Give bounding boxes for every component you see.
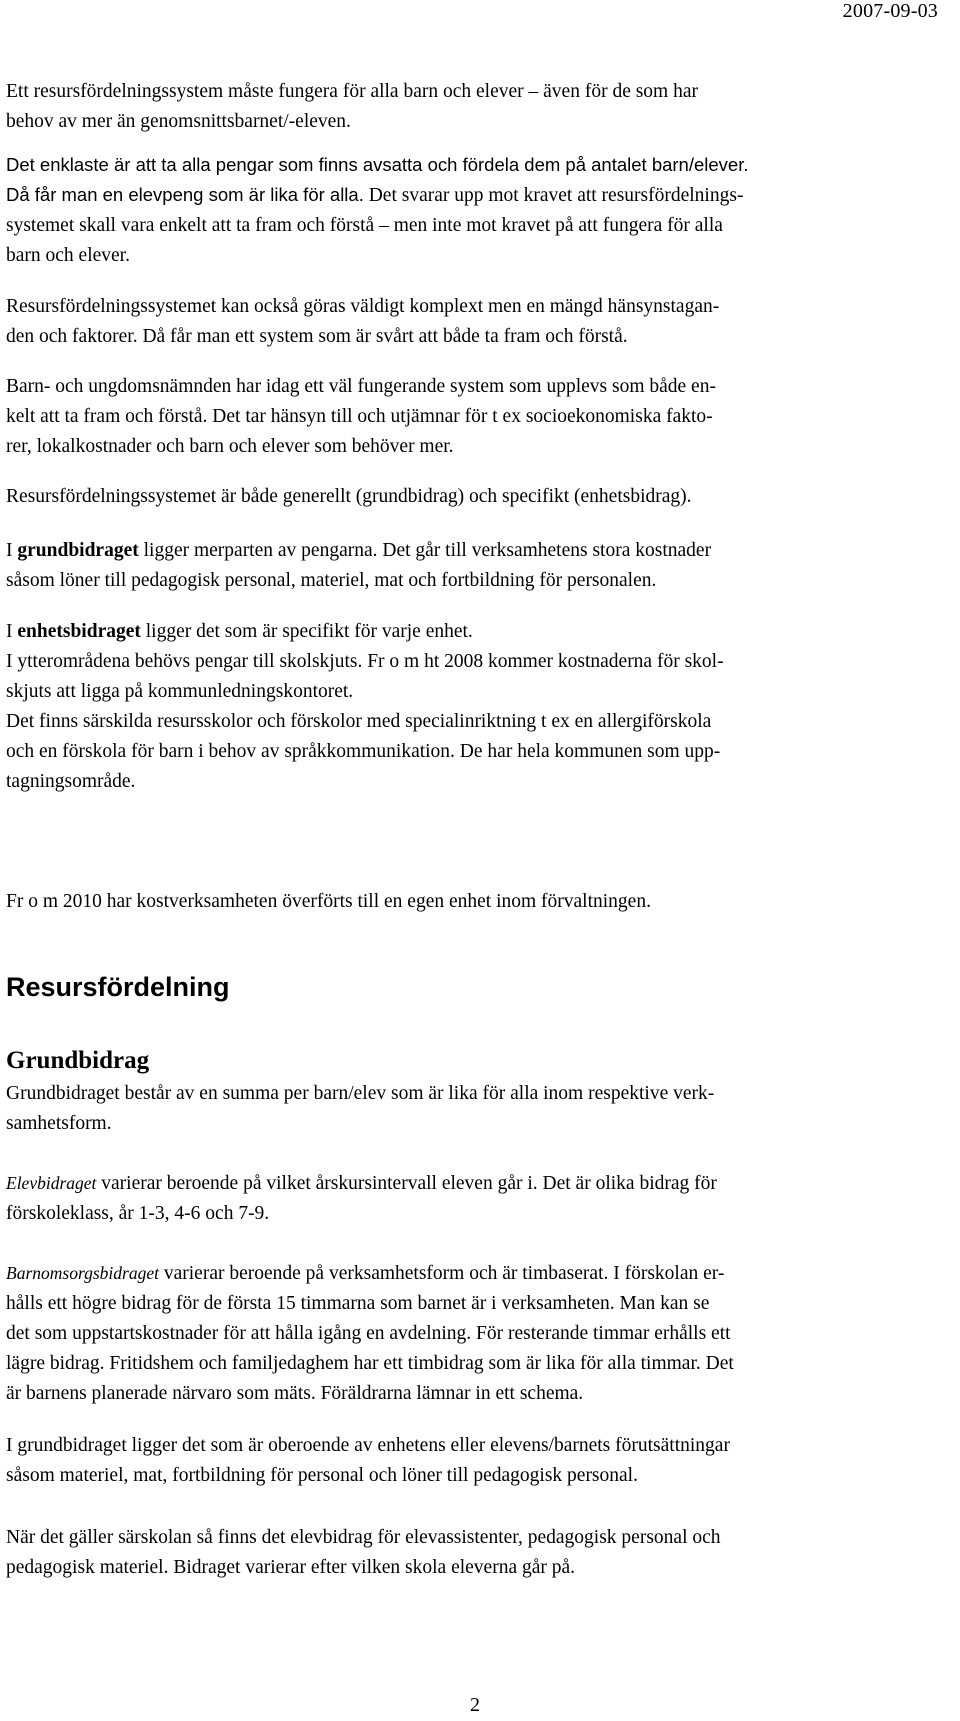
- paragraph-complex: [6, 292, 956, 352]
- text-line: behov av mer än genomsnittsbarnet/-eleven.: [6, 111, 351, 132]
- text-line: hålls ett högre bidrag för de första 15 timmarna som barnet är i verksamheten. Man kan se: [6, 1293, 710, 1314]
- text-line: Fr o m 2010 har kostverksamheten överförts till en egen enhet inom förvaltningen.: [6, 891, 651, 912]
- page-number: 2: [470, 1694, 480, 1716]
- paragraph-generellt: [6, 482, 956, 512]
- text-segment: varierar beroende på vilket årskursintervall eleven går i. Det är olika bidrag för: [96, 1173, 717, 1194]
- text-line: Resursfördelningssystemet kan också göras väldigt komplext men en mängd hänsynstagan-: [6, 296, 720, 317]
- paragraph-intro: [6, 77, 956, 137]
- text-line: Det enklaste är att ta alla pengar som finns avsatta och fördela dem på antalet barn/elever.: [6, 154, 749, 175]
- paragraph-grundbidraget: [6, 536, 956, 596]
- paragraph-oberoende: [6, 1431, 956, 1491]
- text-line: kelt att ta fram och förstå. Det tar hänsyn till och utjämnar för t ex socioekonomiska fakto-: [6, 406, 713, 427]
- text-segment: Då får man en elevpeng som är lika för alla.: [6, 184, 364, 205]
- subsection-title: Grundbidrag: [6, 1047, 150, 1074]
- text-segment: ligger merparten av pengarna. Det går till verksamhetens stora kostnader: [138, 540, 712, 561]
- text-line: I ytterområdena behövs pengar till skolskjuts. Fr o m ht 2008 kommer kostnaderna för skol-: [6, 651, 724, 672]
- text-line: skjuts att ligga på kommunledningskontoret.: [6, 681, 354, 702]
- text-line: pedagogisk materiel. Bidraget varierar efter vilken skola eleverna går på.: [6, 1557, 576, 1578]
- text-line: lägre bidrag. Fritidshem och familjedaghem har ett timbidrag som är lika för alla timmar. Det: [6, 1353, 734, 1374]
- paragraph-elevbidraget: [6, 1168, 956, 1229]
- paragraph-barnomsorgsbidraget: [6, 1258, 956, 1409]
- text-line: I grundbidraget ligger det som är oberoende av enhetens eller elevens/barnets förutsättningar: [6, 1435, 730, 1456]
- text-line: förskoleklass, år 1-3, 4-6 och 7-9.: [6, 1203, 270, 1224]
- text-segment: ligger det som är specifikt för varje enhet.: [140, 621, 473, 642]
- italic-term: Elevbidraget: [6, 1173, 97, 1193]
- text-line: det som uppstartskostnader för att hålla igång en avdelning. För resterande timmar erhålls ett: [6, 1323, 731, 1344]
- paragraph-elevpeng: [6, 150, 956, 271]
- text-line: systemet skall vara enkelt att ta fram och förstå – men inte mot kravet på att fungera för alla: [6, 215, 723, 236]
- text-line: är barnens planerade närvaro som mäts. Föräldrarna lämnar in ett schema.: [6, 1383, 584, 1404]
- section-title: Resursfördelning: [6, 972, 230, 1002]
- header-date: 2007-09-03: [842, 0, 938, 22]
- paragraph-enhetsbidraget: [6, 617, 956, 797]
- italic-term: Barnomsorgsbidraget: [6, 1263, 159, 1283]
- text-segment: varierar beroende på verksamhetsform och är timbaserat. I förskolan er-: [158, 1263, 725, 1284]
- text-segment: Det svarar upp mot kravet att resursfördelnings-: [363, 185, 744, 206]
- text-line: samhetsform.: [6, 1113, 112, 1134]
- text-line: barn och elever.: [6, 245, 130, 266]
- paragraph-grundbidrag-definition: [6, 1079, 956, 1139]
- text-line: Grundbidraget består av en summa per barn/elev som är lika för alla inom respektive verk-: [6, 1083, 715, 1104]
- bold-term: enhetsbidraget: [17, 621, 141, 642]
- text-line: Ett resursfördelningssystem måste fungera för alla barn och elever – även för de som har: [6, 81, 699, 102]
- paragraph-kostverksamhet: [6, 887, 956, 917]
- paragraph-nämnden: [6, 372, 956, 462]
- text-line: såsom materiel, mat, fortbildning för personal och löner till pedagogisk personal.: [6, 1465, 638, 1486]
- text-line: När det gäller särskolan så finns det elevbidrag för elevassistenter, pedagogisk personal och: [6, 1527, 721, 1548]
- text-line: Barn- och ungdomsnämnden har idag ett väl fungerande system som upplevs som både en-: [6, 376, 716, 397]
- paragraph-särskolan: [6, 1523, 956, 1583]
- text-line: Resursfördelningssystemet är både generellt (grundbidrag) och specifikt (enhetsbidrag).: [6, 486, 692, 507]
- text-line: tagningsområde.: [6, 771, 136, 792]
- text-line: såsom löner till pedagogisk personal, materiel, mat och fortbildning för personalen.: [6, 570, 657, 591]
- text-line: den och faktorer. Då får man ett system som är svårt att både ta fram och förstå.: [6, 326, 628, 347]
- text-line: och en förskola för barn i behov av språkkommunikation. De har hela kommunen som upp-: [6, 741, 721, 762]
- bold-term: grundbidraget: [17, 540, 139, 561]
- text-segment: I: [6, 621, 18, 642]
- text-segment: I: [6, 540, 18, 561]
- text-line: Det finns särskilda resursskolor och förskolor med specialinriktning t ex en allergiförskola: [6, 711, 712, 732]
- text-line: rer, lokalkostnader och barn och elever som behöver mer.: [6, 436, 454, 457]
